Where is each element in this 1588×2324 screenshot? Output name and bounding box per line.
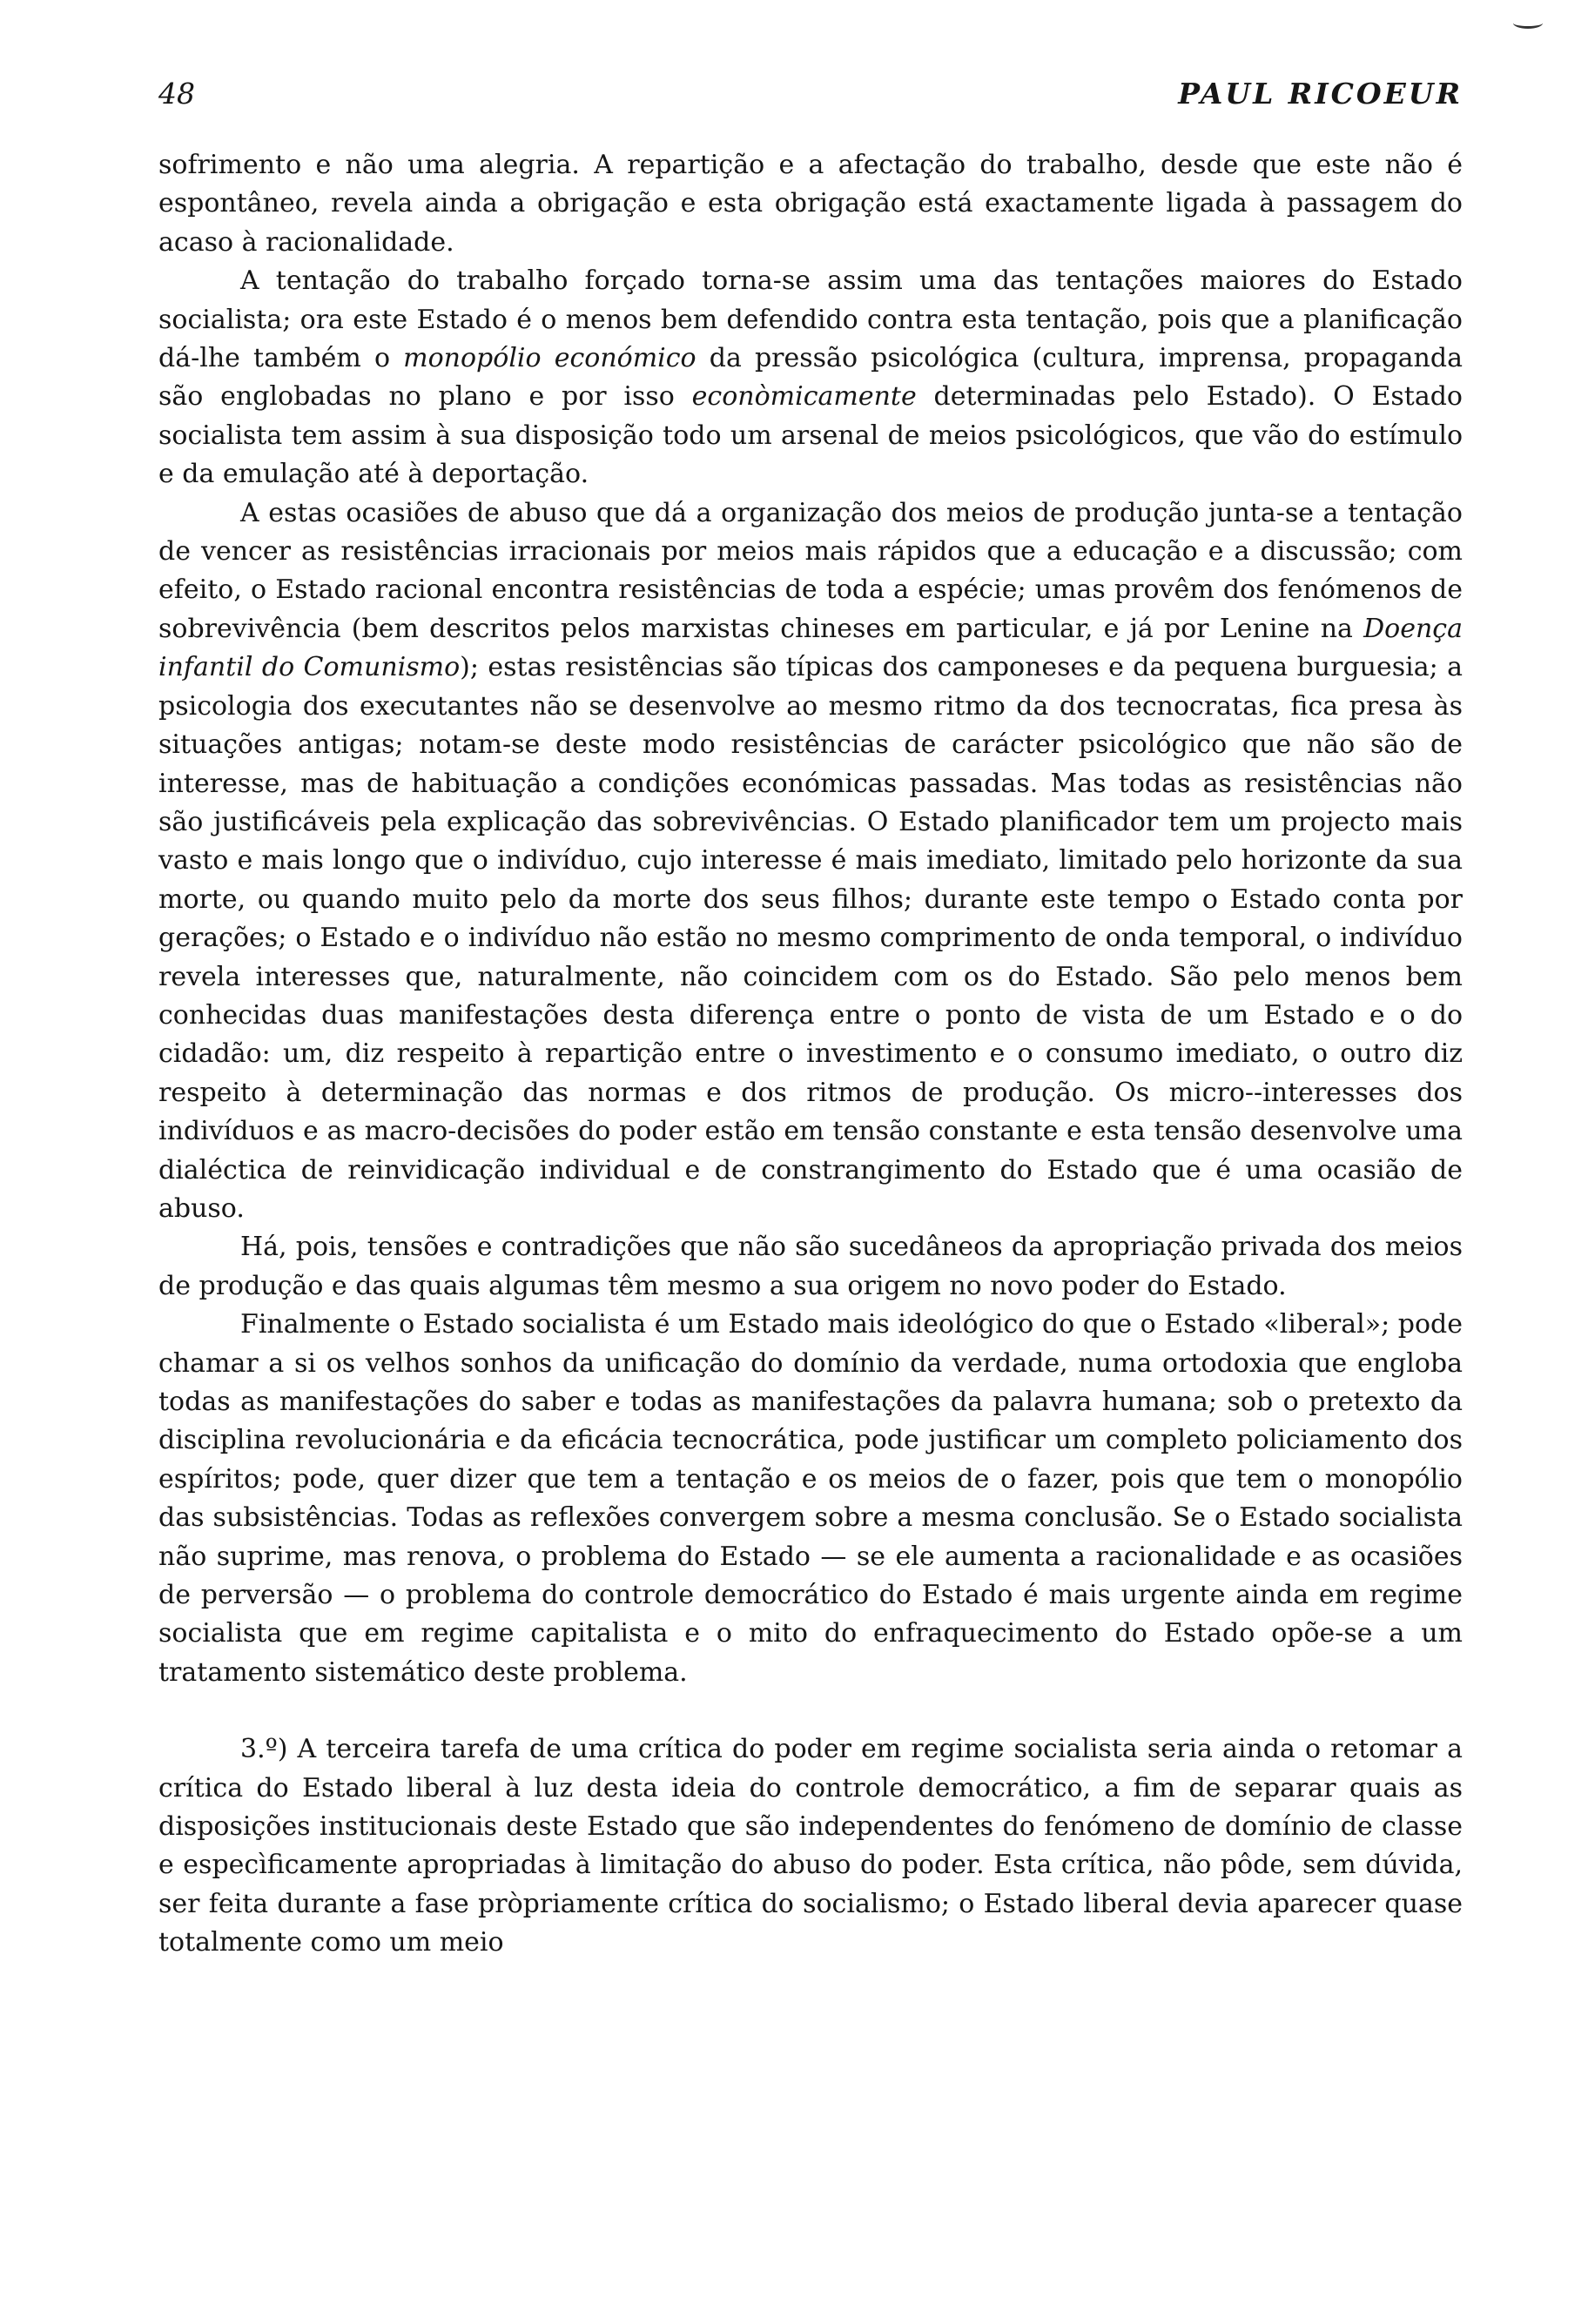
text-run: Há, pois, tensões e contradições que não são sucedâneos da apropriação privada dos meios de produção e das quais algumas têm mesmo a sua origem no novo poder do Estado. (158, 1232, 1463, 1301)
text-run: A estas ocasiões de abuso que dá a organização dos meios de produção junta-se a tentação de vencer as resistências irracionais por meios mais rápidos que a educação e a discussão; com efeito, o Estado racional encontra resistências de toda a espécie; umas provêm dos fenómenos de sobrevivência (bem descritos pelos marxistas chineses em particular, e já por Lenine na (158, 497, 1463, 644)
page-number: 48 (158, 77, 195, 111)
body-text (158, 146, 1463, 1963)
running-head-author: PAUL RICOEUR (1178, 77, 1463, 111)
paragraph (158, 494, 1463, 1229)
paragraph (158, 1306, 1463, 1692)
text-run: A tentação do trabalho forçado torna-se assim uma das tentações maiores do Estado socialista; ora este Estado é o menos bem defendido contra esta tentação, pois que a planificação dá-lhe também o (158, 265, 1463, 374)
text-run: determinadas pelo Estado). O Estado socialista tem assim à sua disposição todo um arsenal de meios psicológicos, que vão do estímulo e da emulação até à deportação. (158, 381, 1463, 490)
paragraph (158, 146, 1463, 262)
text-run: ); estas resistências são típicas dos camponeses e da pequena burguesia; a psicologia dos executantes não se desenvolve ao mesmo ritmo da dos tecnocratas, fica presa às situações antigas; notam-se deste modo resistências de carácter psicológico que não são de interesse, mas de habituação a condições económicas passadas. Mas todas as resistências não são justificáveis pela explicação das sobrevivências. O Estado planificador tem um projecto mais vasto e mais longo que o indivíduo, cujo interesse é mais imediato, limitado pelo horizonte da sua morte, ou quando muito pelo da morte dos seus filhos; durante este tempo o Estado conta por gerações; o Estado e o indivíduo não estão no mesmo comprimento de onda temporal, o indivíduo revela interesses que, naturalmente, não coincidem com os do Estado. São pelo menos bem conhecidas duas manifestações desta diferença entre o ponto de vista de um Estado e o do cidadão: um, diz respeito à repartição entre o investimento e o consumo imediato, o outro diz respeito à determinação das normas e dos ritmos de produção. Os micro--interesses dos indivíduos e as macro-decisões do poder estão em tensão constante e esta tensão desenvolve uma dialéctica de reinvidicação individual e de constrangimento do Estado que é uma ocasião de abuso. (158, 652, 1464, 1224)
text-run: Finalmente o Estado socialista é um Estado mais ideológico do que o Estado «liberal»; pode chamar a si os velhos sonhos da unificação do domínio da verdade, numa ortodoxia que engloba todas as manifestações do saber e todas as manifestações da palavra humana; sob o pretexto da disciplina revolucionária e da eficácia tecnocrática, pode justificar um completo policiamento dos espíritos; pode, quer dizer que tem a tentação e os meios de o fazer, pois que tem o monopólio das subsistências. Todas as reflexões convergem sobre a mesma conclusão. Se o Estado socialista não suprime, mas renova, o problema do Estado — se ele aumenta a racionalidade e as ocasiões de perversão — o problema do controle democrático do Estado é mais urgente ainda em regime socialista que em regime capitalista e o mito do enfraquecimento do Estado opõe-se a um tratamento sistemático deste problema. (158, 1309, 1463, 1688)
italic-text: monopólio económico (403, 343, 696, 374)
page-header (158, 77, 1463, 120)
text-run: da pressão psicológica (cultura, imprensa, propaganda são englobadas no plano e por isso (158, 343, 1463, 413)
italic-text: econòmicamente (691, 381, 917, 413)
paragraph (158, 262, 1463, 494)
text-run: 3.º) A terceira tarefa de uma crítica do poder em regime socialista seria ainda o retomar a crítica do Estado liberal à luz desta ideia do controle democrático, a fim de separar quais as disposições institucionais deste Estado que são independentes do fenómeno de domínio de classe e especìficamente apropriadas à limitação do abuso do poder. Esta crítica, não pôde, sem dúvida, ser feita durante a fase pròpriamente crítica do socialismo; o Estado liberal devia aparecer quase totalmente como um meio (158, 1734, 1463, 1958)
scan-mark (1513, 17, 1543, 29)
italic-text: Doença infantil do Comunismo (158, 613, 1463, 683)
text-run: sofrimento e não uma alegria. A repartição e a afectação do trabalho, desde que este não é espontâneo, revela ainda a obrigação e esta obrigação está exactamente ligada à passagem do acaso à racionalidade. (158, 150, 1463, 258)
paragraph (158, 1730, 1463, 1962)
paragraph (158, 1228, 1463, 1306)
